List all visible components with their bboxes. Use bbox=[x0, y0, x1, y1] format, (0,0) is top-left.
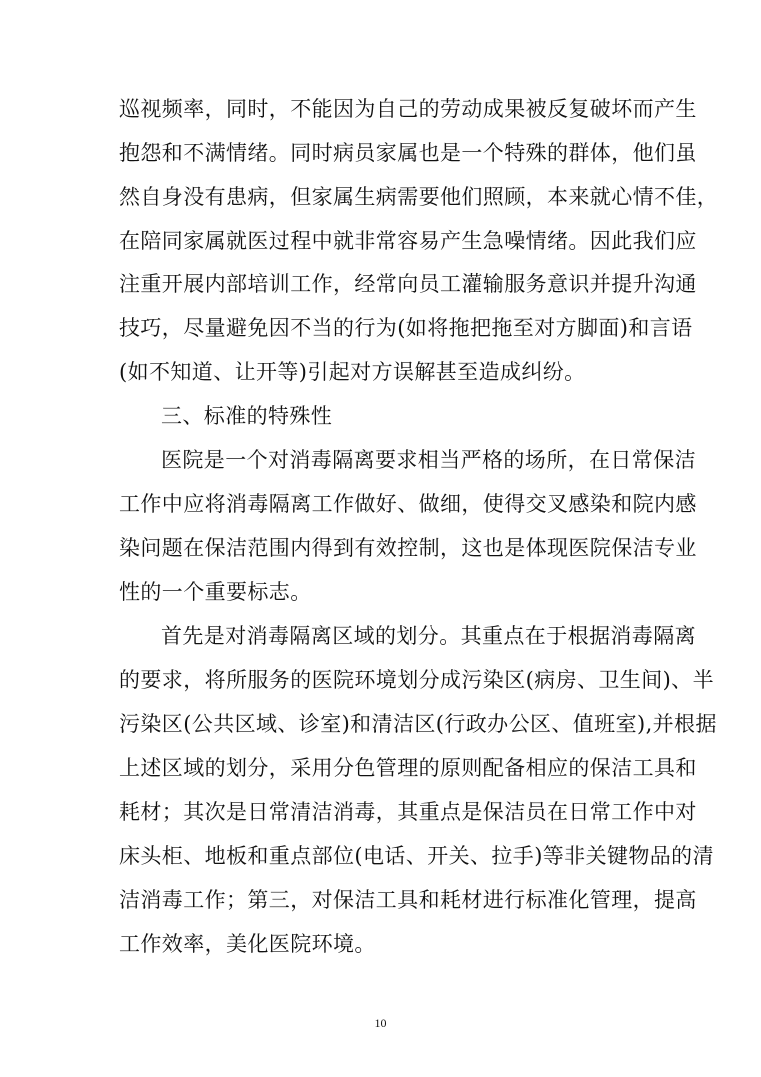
text-line: 的要求，将所服务的医院环境划分成污染区(病房、卫生间)、半 bbox=[119, 668, 714, 692]
text-line: 工作效率，美化医院环境。 bbox=[119, 932, 376, 956]
text-line: 在陪同家属就医过程中就非常容易产生急噪情绪。因此我们应 bbox=[119, 229, 697, 253]
text-line: 床头柜、地板和重点部位(电话、开关、拉手)等非关键物品的清 bbox=[119, 844, 714, 868]
text-line: 抱怨和不满情绪。同时病员家属也是一个特殊的群体，他们虽 bbox=[119, 141, 697, 165]
text-line: 工作中应将消毒隔离工作做好、做细，使得交叉感染和院内感 bbox=[119, 492, 697, 516]
text-line: 洁消毒工作；第三，对保洁工具和耗材进行标准化管理，提高 bbox=[119, 888, 697, 912]
section-heading: 三、标准的特殊性 bbox=[161, 404, 333, 428]
text-line: (如不知道、让开等)引起对方误解甚至造成纠纷。 bbox=[119, 360, 586, 384]
text-line: 医院是一个对消毒隔离要求相当严格的场所，在日常保洁 bbox=[161, 448, 696, 472]
text-line: 注重开展内部培训工作，经常向员工灌输服务意识并提升沟通 bbox=[119, 272, 697, 296]
text-line: 上述区域的划分，采用分色管理的原则配备相应的保洁工具和 bbox=[119, 756, 697, 780]
text-line: 性的一个重要标志。 bbox=[119, 580, 312, 604]
text-line: 耗材；其次是日常清洁消毒，其重点是保洁员在日常工作中对 bbox=[119, 800, 697, 824]
text-line: 技巧，尽量避免因不当的行为(如将拖把拖至对方脚面)和言语 bbox=[119, 316, 693, 340]
text-line: 首先是对消毒隔离区域的划分。其重点在于根据消毒隔离 bbox=[161, 624, 696, 648]
text-line: 然自身没有患病，但家属生病需要他们照顾，本来就心情不佳， bbox=[119, 185, 719, 209]
text-line: 染问题在保洁范围内得到有效控制，这也是体现医院保洁专业 bbox=[119, 536, 697, 560]
text-line: 巡视频率，同时，不能因为自己的劳动成果被反复破坏而产生 bbox=[119, 97, 697, 121]
page-number: 10 bbox=[374, 1016, 387, 1030]
text-line: 污染区(公共区域、诊室)和清洁区(行政办公区、值班室),并根据 bbox=[119, 712, 717, 736]
